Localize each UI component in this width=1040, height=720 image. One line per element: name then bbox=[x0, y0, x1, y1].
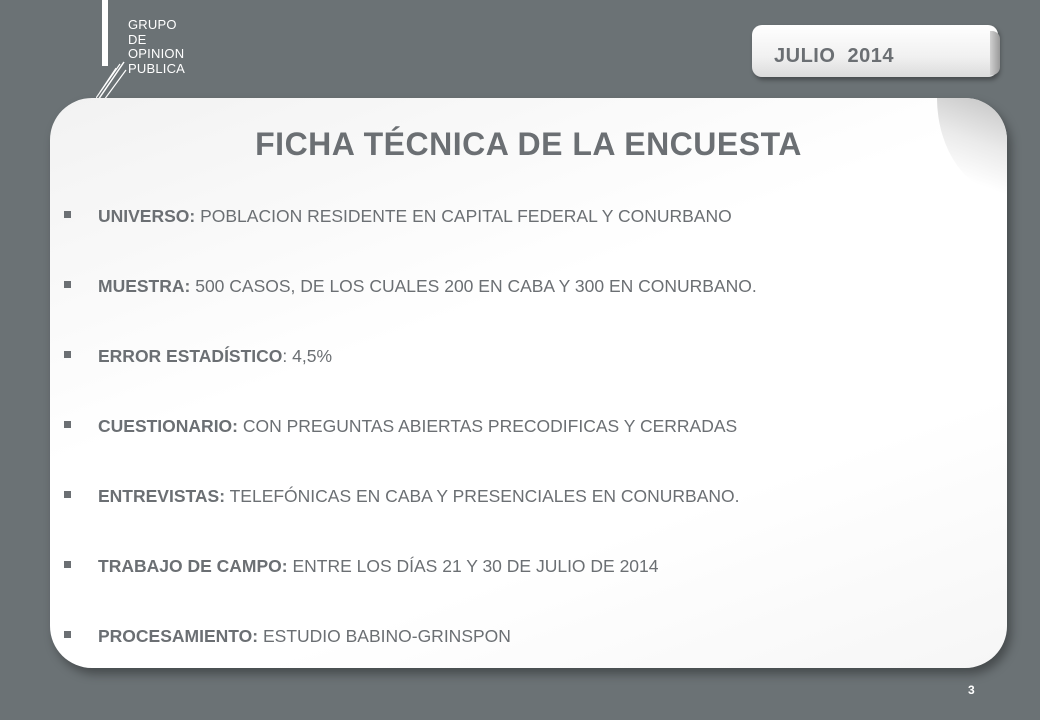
page-title: FICHA TÉCNICA DE LA ENCUESTA bbox=[255, 126, 802, 162]
square-bullet-icon bbox=[64, 351, 71, 358]
logo-line: OPINION bbox=[128, 46, 185, 61]
item-label: ENTREVISTAS: bbox=[98, 486, 226, 506]
item-value: CON PREGUNTAS ABIERTAS PRECODIFICAS Y CERRADAS bbox=[238, 416, 738, 436]
logo-line: GRUPO bbox=[128, 17, 177, 32]
date-label: JULIO 2014 bbox=[774, 45, 895, 67]
survey-card bbox=[50, 98, 1007, 668]
item-value: POBLACION RESIDENTE EN CAPITAL FEDERAL Y CONURBANO bbox=[195, 206, 732, 226]
item-label: UNIVERSO: bbox=[98, 206, 196, 226]
logo-text bbox=[128, 18, 185, 76]
page-curl-decoration bbox=[990, 31, 1000, 75]
item-value: 500 CASOS, DE LOS CUALES 200 EN CABA Y 300 EN CONURBANO. bbox=[190, 276, 757, 296]
square-bullet-icon bbox=[64, 421, 71, 428]
grupo-opinion-publica-logo bbox=[96, 0, 236, 100]
date-badge bbox=[752, 25, 998, 77]
item-label: MUESTRA: bbox=[98, 276, 191, 296]
item-label: ERROR ESTADÍSTICO bbox=[98, 346, 283, 366]
item-value: ESTUDIO BABINO-GRINSPON bbox=[258, 626, 511, 646]
square-bullet-icon bbox=[64, 631, 71, 638]
page-number: 3 bbox=[968, 683, 975, 697]
logo-line: PUBLICA bbox=[128, 60, 186, 76]
item-value: ENTRE LOS DÍAS 21 Y 30 DE JULIO DE 2014 bbox=[287, 556, 659, 576]
item-label: TRABAJO DE CAMPO: bbox=[98, 556, 288, 576]
logo-line: DE bbox=[128, 31, 147, 47]
square-bullet-icon bbox=[64, 561, 71, 568]
item-label: CUESTIONARIO: bbox=[98, 416, 238, 436]
item-label: PROCESAMIENTO: bbox=[98, 626, 259, 646]
item-value: TELEFÓNICAS EN CABA Y PRESENCIALES EN CONURBANO. bbox=[225, 486, 740, 506]
item-value: : 4,5% bbox=[282, 346, 333, 366]
square-bullet-icon bbox=[64, 211, 71, 218]
square-bullet-icon bbox=[64, 491, 71, 498]
square-bullet-icon bbox=[64, 281, 71, 288]
